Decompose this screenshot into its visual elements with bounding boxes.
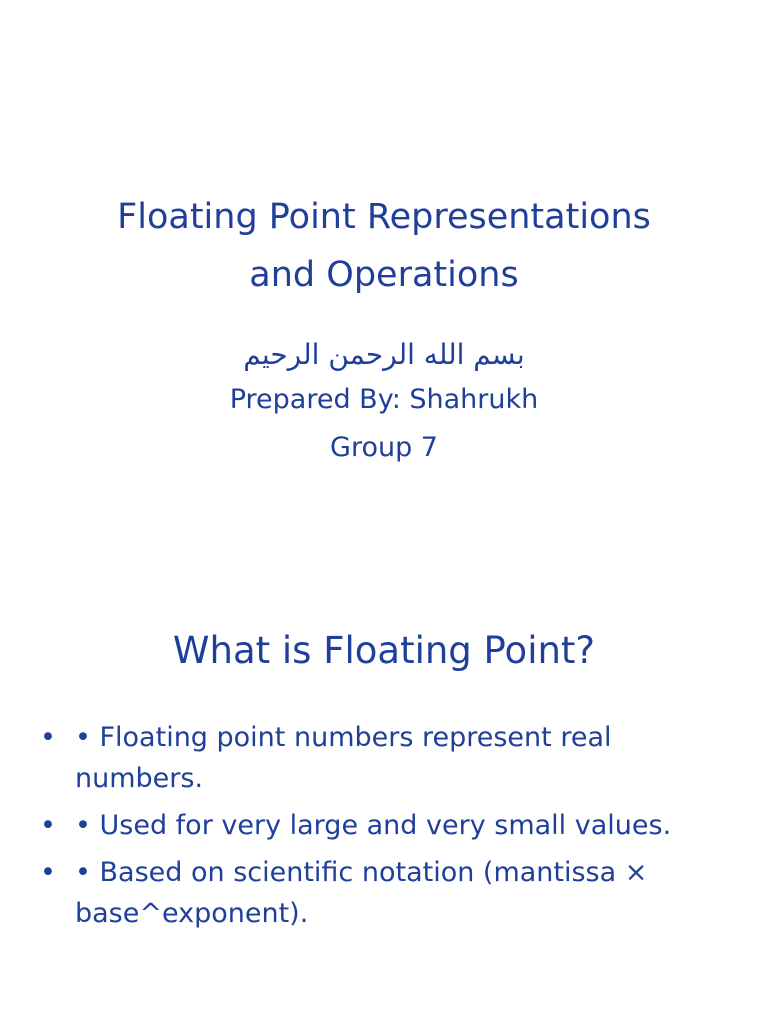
- list-item: [40, 717, 700, 799]
- bullet-icon: •: [40, 857, 56, 888]
- slide-heading: What is Floating Point?: [172, 629, 596, 672]
- list-item: [40, 805, 700, 846]
- bismillah-text: بسم الله الرحمن الرحيم: [243, 338, 525, 371]
- bullet-list: [40, 717, 700, 940]
- title-line-1: Floating Point Representations: [117, 197, 651, 237]
- slide-subtitle: [40, 334, 728, 472]
- slide-title: [40, 188, 728, 304]
- bullet-text: • Floating point numbers represent real numbers.: [75, 722, 612, 794]
- bullet-icon: •: [40, 810, 56, 841]
- list-item: [40, 852, 700, 934]
- content-slide: [0, 512, 768, 1024]
- group-text: Group 7: [330, 432, 438, 463]
- prepared-by-text: Prepared By: Shahrukh: [229, 384, 539, 415]
- bullet-icon: •: [40, 722, 56, 753]
- title-line-2: and Operations: [249, 255, 519, 295]
- bullet-text: • Based on scientific notation (mantissa × base^exponent).: [75, 857, 648, 929]
- bullet-text: • Used for very large and very small values.: [75, 810, 672, 841]
